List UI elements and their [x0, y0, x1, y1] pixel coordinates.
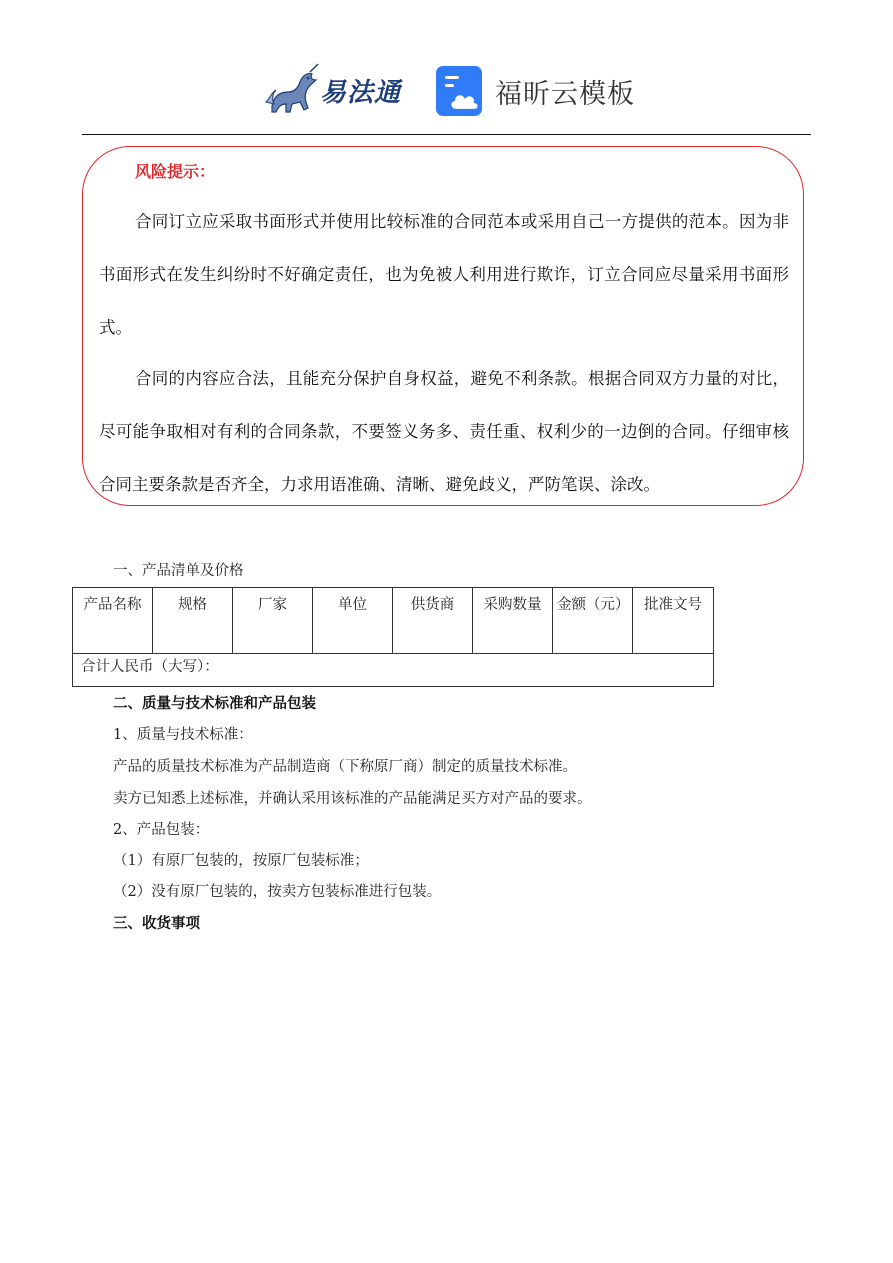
section2-sub2-line2: （2）没有原厂包装的，按卖方包装标准进行包装。 — [113, 884, 442, 900]
header-divider — [82, 134, 811, 135]
section2-sub1-title: 1、质量与技术标准： — [113, 727, 253, 743]
table-header-cell: 供货商 — [393, 588, 473, 654]
yifatong-logo — [262, 62, 412, 118]
section2-sub1-line1: 产品的质量技术标准为产品制造商（下称原厂商）制定的质量技术标准。 — [113, 759, 577, 775]
table-header-cell: 厂家 — [233, 588, 313, 654]
table-header-row — [73, 588, 714, 654]
risk-notice-box — [82, 146, 804, 506]
unicorn-icon — [262, 62, 322, 118]
risk-title: 风险提示： — [135, 162, 216, 181]
logo2-text: 福昕云模板 — [495, 79, 635, 110]
section2-sub2-line1: （1）有原厂包装的，按原厂包装标准； — [113, 853, 369, 869]
risk-paragraph-2: 合同的内容应合法，且能充分保护自身权益，避免不利条款。根据合同双方力量的对比，尽可能争取相对有利的合同条款，不要签义务多、责任重、权利少的一边倒的合同。仔细审核合同主要条款是否齐全，力求用语准确、清晰、避免歧义，严防笔误、涂改。 — [99, 369, 789, 494]
total-label: 合计人民币（大写）： — [73, 654, 714, 687]
table-header-cell: 规格 — [153, 588, 233, 654]
section2-sub2-title: 2、产品包装： — [113, 822, 210, 838]
table-header-cell: 单位 — [313, 588, 393, 654]
section2-sub1-line2: 卖方已知悉上述标准，并确认采用该标准的产品能满足买方对产品的要求。 — [113, 791, 592, 807]
page-header — [0, 58, 893, 124]
section2-title: 二、质量与技术标准和产品包装 — [113, 695, 316, 712]
table-header-cell: 批准文号 — [633, 588, 714, 654]
product-table — [72, 587, 714, 687]
table-total-row — [73, 654, 714, 687]
fuxin-cloud-icon — [436, 66, 486, 116]
table-header-cell: 金额（元） — [553, 588, 633, 654]
logo1-text: 易法通 — [320, 78, 402, 108]
table-header-cell: 采购数量 — [473, 588, 553, 654]
section3-title: 三、收货事项 — [113, 915, 200, 932]
section1-title: 一、产品清单及价格 — [113, 563, 244, 579]
table-header-cell: 产品名称 — [73, 588, 153, 654]
risk-paragraph-1: 合同订立应采取书面形式并使用比较标准的合同范本或采用自己一方提供的范本。因为非书面形式在发生纠纷时不好确定责任，也为免被人利用进行欺诈，订立合同应尽量采用书面形式。 — [99, 212, 789, 337]
